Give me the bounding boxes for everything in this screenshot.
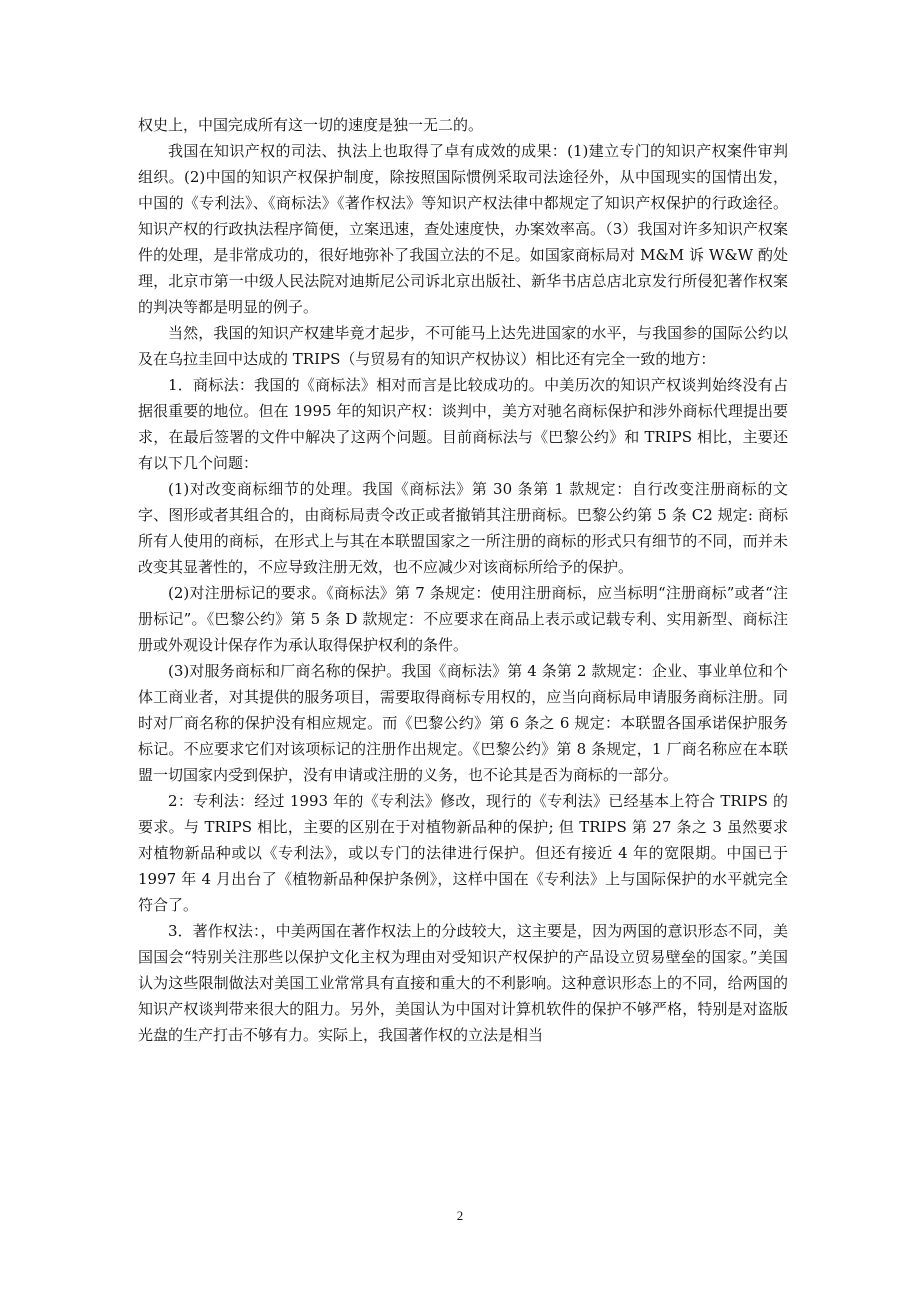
paragraph-1: 权史上，中国完成所有这一切的速度是独一无二的。 [138,116,484,134]
paragraph-8: 2：专利法：经过 1993 年的《专利法》修改，现行的《专利法》已经基本上符合 TRIPS 的要求。与 TRIPS 相比，主要的区别在于对植物新品种的保护; 但 TRIPS 第 27 条之 3 虽然要求对植物新品种或以《专利法》，或以专门的法律进行保护。但还有接近 4 年的宽限期。中国已于 1997 年 4 月出台了《植物新品种保护条例》，这样中国在《专利法》上与国际保护的水平就完全符合了。 [138,792,788,914]
paragraph-3: 当然，我国的知识产权建毕竟才起步，不可能马上达先进国家的水平，与我国参的国际公约以及在乌拉圭回中达成的 TRIPS（与贸易有的知识产权协议）相比还有完全一致的地方： [138,324,788,368]
paragraph-2: 我国在知识产权的司法、执法上也取得了卓有成效的成果：(1)建立专门的知识产权案件审判组织。(2)中国的知识产权保护制度，除按照国际惯例采取司法途径外，从中国现实的国情出发，中国的《专利法》、《商标法》《著作权法》等知识产权法律中都规定了知识产权保护的行政途径。知识产权的行政执法程序简便，立案迅速，查处速度快，办案效率高。（3）我国对许多知识产权案件的处理，是非常成功的，很好地弥补了我国立法的不足。如国家商标局对 M&M 诉 W&W 酌处理，北京市第一中级人民法院对迪斯尼公司诉北京出版社、新华书店总店北京发行所侵犯著作权案的判决等都是明显的例子。 [138,142,788,316]
paragraph-9: 3．著作权法：，中美两国在著作权法上的分歧较大，这主要是，因为两国的意识形态不同，美国国会“特别关注那些以保护文化主权为理由对受知识产权保护的产品设立贸易壁垒的国家。”美国认为这些限制做法对美国工业常常具有直接和重大的不利影响。这种意识形态上的不同，给两国的知识产权谈判带来很大的阻力。另外，美国认为中国对计算机软件的保护不够严格，特别是对盗版光盘的生产打击不够有力。实际上，我国著作权的立法是相当 [138,922,788,1044]
paragraph-5: (1)对改变商标细节的处理。我国《商标法》第 30 条第 1 款规定：自行改变注册商标的文字、图形或者其组合的，由商标局责令改正或者撤销其注册商标。巴黎公约第 5 条 C2 规定: 商标所有人使用的商标，在形式上与其在本联盟国家之一所注册的商标的形式只有细节的不同，而并未改变其显著性的，不应导致注册无效，也不应减少对该商标所给予的保护。 [138,480,788,576]
page-number: 2 [456,1208,464,1223]
paragraph-6: (2)对注册标记的要求。《商标法》第 7 条规定：使用注册商标，应当标明“注册商标”或者“注册标记”。《巴黎公约》第 5 条 D 款规定：不应要求在商品上表示或记载专利、实用新型、商标注册或外观设计保存作为承认取得保护权利的条件。 [138,584,788,654]
paragraph-4: 1．商标法：我国的《商标法》相对而言是比较成功的。中美历次的知识产权谈判始终没有占据很重要的地位。但在 1995 年的知识产权：谈判中，美方对驰名商标保护和涉外商标代理提出要求，在最后签署的文件中解决了这两个问题。目前商标法与《巴黎公约》和 TRIPS 相比，主要还有以下几个问题： [138,376,788,472]
paragraph-7: (3)对服务商标和厂商名称的保护。我国《商标法》第 4 条第 2 款规定：企业、事业单位和个体工商业者，对其提供的服务项目，需要取得商标专用权的，应当向商标局申请服务商标注册。同时对厂商名称的保护没有相应规定。而《巴黎公约》第 6 条之 6 规定：本联盟各国承诺保护服务标记。不应要求它们对该项标记的注册作出规定。《巴黎公约》第 8 条规定，1 厂商名称应在本联盟一切国家内受到保护，没有申请或注册的义务，也不论其是否为商标的一部分。 [138,662,788,784]
document-body [138,112,788,1048]
